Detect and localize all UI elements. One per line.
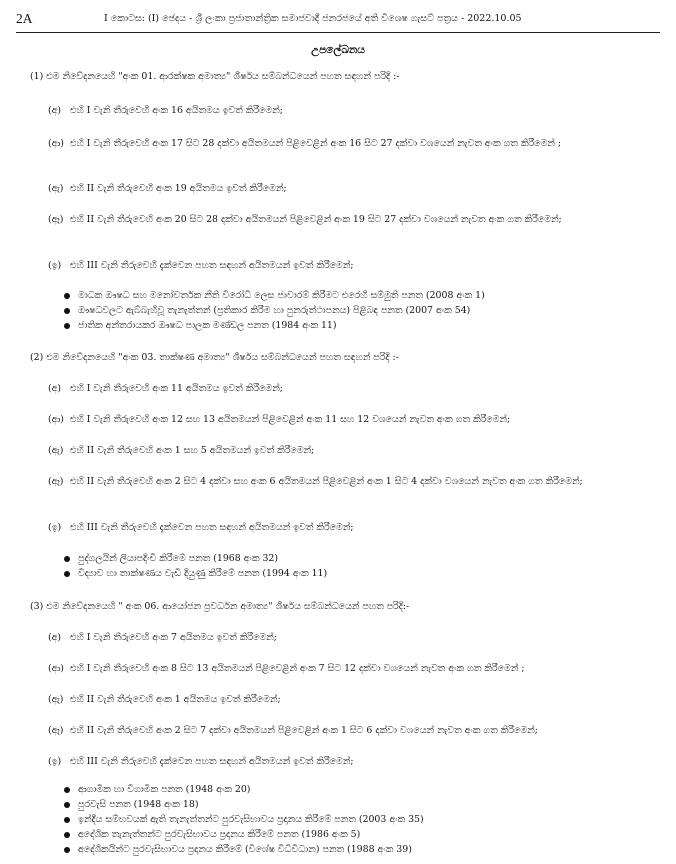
item-text: එහි I වැනි තීරුවෙහි අංක 11 අයිතමය ඉවත් කිරීමෙන්;	[70, 383, 283, 394]
list-item	[48, 381, 658, 396]
bullet-item: ඖෂධවලට ඇබ්බැහිවූ තැනැත්තන් (ප්‍රතිකාර කිරීම හා පුනරුත්ථාපනය) පිළිබඳ පනත (2007 අංක 54)	[64, 303, 470, 318]
list-item	[48, 212, 658, 227]
bullet-item: ජාතික අන්තරායකර ඖෂධ පාලක මණ්ඩල පනත (1984 අංක 11)	[64, 318, 337, 333]
list-item	[48, 412, 658, 427]
gazette-header-title: I කොටස: (I) ඡෙදය - ශ්‍රී ලංකා ප්‍රජාතාන්ත්‍රික සමාජවාදී ජනරජයේ අති විශෙෂ ගැසට් පත්‍රය - 2022.10.05	[104, 13, 522, 24]
item-text: එහි III වැනි තීරුවෙහි දැක්වෙන පහත සඳහන් අයිතමයන් ඉවත් කිරීමෙන්;	[70, 522, 354, 533]
list-item	[48, 258, 658, 273]
list-item	[48, 520, 658, 535]
list-item	[48, 474, 658, 489]
item-marker: (අ)	[48, 105, 62, 116]
bullet-item: අදේශිකයින්ට පුරවැසිභාවය ප්‍රදානය කිරීමේ (විශේෂ විධිවිධාන) පනත (1988 අංක 39)	[64, 842, 412, 857]
item-marker: (ආ)	[48, 414, 64, 425]
bullet-icon	[64, 817, 70, 823]
bullet-icon	[64, 308, 70, 314]
bullet-item: ඉන්දීය සම්භවයක් ඇති තැනැත්තන්ට පුරවැසිභාවය ප්‍රදානය කිරීමේ පනත (2003 අංක 35)	[64, 812, 424, 827]
item-text: එහි I වැනි තීරුවෙහි අංක 12 සහ 13 අයිතමයන් පිළිවෙළින් අංක 11 සහ 12 වශයෙන් නැවත අංක ගත කිරීමෙන්;	[70, 414, 511, 425]
item-text: එහි II වැනි තීරුවෙහි අංක 2 සිට 4 දක්වා සහ අංක 6 අයිතමයන් පිළිවෙළින් අංක 1 සිට 4 දක්වා වශයෙන් නැවත අංක ගත කිරීමෙන්;	[70, 476, 583, 487]
bullet-item: මාධක ඖෂධ සහ මනෝවර්තක නීති විරෝධී ලෙස ජාවාරම් කිරීමට එරෙහි සම්මුති පනත (2008 අංක 1)	[64, 288, 485, 303]
bullet-icon	[64, 832, 70, 838]
item-text: එහි II වැනි තීරුවෙහි අංක 1 අයිතමය ඉවත් කිරීමෙන්;	[70, 694, 281, 705]
item-marker: (ඇ)	[48, 183, 64, 194]
list-item	[48, 723, 658, 738]
bullet-icon	[64, 571, 70, 577]
item-text: එහි I වැනි තීරුවෙහි අංක 17 සිට 28 දක්වා අයිතමයන් පිළිවෙළින් අංක 16 සිට 27 දක්වා වශයෙන් නැවත අංක ගත කිරීමෙන් ;	[70, 138, 561, 149]
list-item	[48, 692, 658, 707]
bullet-icon	[64, 323, 70, 329]
list-item	[48, 181, 658, 196]
list-item	[48, 661, 658, 676]
item-text: එහි II වැනි තීරුවෙහි අංක 1 සහ 5 අයිතමයන් ඉවත් කිරීමෙන්;	[70, 445, 315, 456]
list-item	[48, 754, 658, 769]
item-marker: (ඈ)	[48, 725, 64, 736]
bullet-icon	[64, 787, 70, 793]
item-marker: (ඇ)	[48, 694, 64, 705]
item-marker: (ඈ)	[48, 214, 64, 225]
item-marker: (ආ)	[48, 138, 64, 149]
bullet-item: පුරවැසි පනත (1948 අංක 18)	[64, 797, 198, 812]
item-text: එහි II වැනි තීරුවෙහි අංක 2 සිට 7 දක්වා අයිතමයන් පිළිවෙළින් අංක 1 සිට 6 දක්වා වශයෙන් නැවත අංක ගත කිරීමෙන්;	[70, 725, 538, 736]
bullet-item: අදේශික තැනැත්තන්ට පුරවැසිභාවය ප්‍රදානය කිරීමේ පනත (1986 අංක 5)	[64, 827, 360, 842]
list-item	[48, 103, 658, 118]
bullet-item: පුද්ගලයින් ලියාපදිංචි කිරීමේ පනත (1968 අංක 32)	[64, 551, 278, 566]
item-text: එහි I වැනි තීරුවෙහි අංක 8 සිට 13 අයිතමයන් පිළිවෙළින් අංක 7 සිට 12 දක්වා වශයෙන් නැවත අංක ගත කිරීමෙන් ;	[70, 663, 525, 674]
page-number: 2A	[16, 11, 33, 26]
item-text: එහි III වැනි තීරුවෙහි දැක්වෙන පහත සඳහන් අයිතමයන් ඉවත් කිරීමෙන්;	[70, 260, 354, 271]
item-marker: (ඇ)	[48, 445, 64, 456]
item-marker: (ඉ)	[48, 522, 62, 533]
item-marker: (අ)	[48, 383, 62, 394]
item-text: එහි II වැනි තීරුවෙහි අංක 20 සිට 28 දක්වා අයිතමයන් පිළිවෙළින් අංක 19 සිට 27 දක්වා වශයෙන් නැවත අංක ගත කිරීමෙන්;	[70, 214, 562, 225]
bullet-item: විද්‍යාව හා තාක්ෂණය වැඩි දියුණු කිරීමේ පනත (1994 අංක 11)	[64, 566, 327, 581]
section-2-intro: (2) එම නිවේදනයෙහි "අංක 03. තාක්ෂණ අමාත්‍ය" ශීර්ෂය සම්බන්ධයෙන් පහත සඳහන් පරිදි :-	[30, 352, 399, 363]
section-3-intro: (3) එම නිවේදනයෙහි " අංක 06. ආයෝජන ප්‍රවර්ධන අමාත්‍ය" ශීර්ෂය සම්බන්ධයෙන් පහත පරිදි:-	[30, 601, 410, 612]
item-marker: (ඉ)	[48, 756, 62, 767]
item-marker: (ඉ)	[48, 260, 62, 271]
item-marker: (ආ)	[48, 663, 64, 674]
item-marker: (අ)	[48, 632, 62, 643]
bullet-icon	[64, 847, 70, 853]
list-item	[48, 443, 658, 458]
item-text: එහි III වැනි තීරුවෙහි දැක්වෙන පහත සඳහන් අයිතමයන් ඉවත් කිරීමෙන්;	[70, 756, 354, 767]
bullet-icon	[64, 293, 70, 299]
item-text: එහි II වැනි තීරුවෙහි අංක 19 අයිතමය ඉවත් කිරීමෙන්;	[70, 183, 287, 194]
item-text: එහි I වැනි තීරුවෙහි අංක 7 අයිතමය ඉවත් කිරීමෙන්;	[70, 632, 277, 643]
bullet-icon	[64, 802, 70, 808]
section-1-intro: (1) එම නිවේදනයෙහි "අංක 01. ආරක්ෂක අමාත්‍ය" ශීර්ෂය සම්බන්ධයෙන් පහත සඳහන් පරිදි :-	[30, 71, 400, 82]
item-marker: (ඈ)	[48, 476, 64, 487]
bullet-item: ආගාමික හා විගාමික පනත (1948 අංක 20)	[64, 782, 250, 797]
schedule-title: උපලේඛනය	[311, 44, 365, 56]
bullet-icon	[64, 556, 70, 562]
list-item	[48, 630, 658, 645]
item-text: එහි I වැනි තීරුවෙහි අංක 16 අයිතමය ඉවත් කිරීමෙන්;	[70, 105, 283, 116]
list-item	[48, 136, 658, 151]
page-header	[16, 10, 660, 33]
